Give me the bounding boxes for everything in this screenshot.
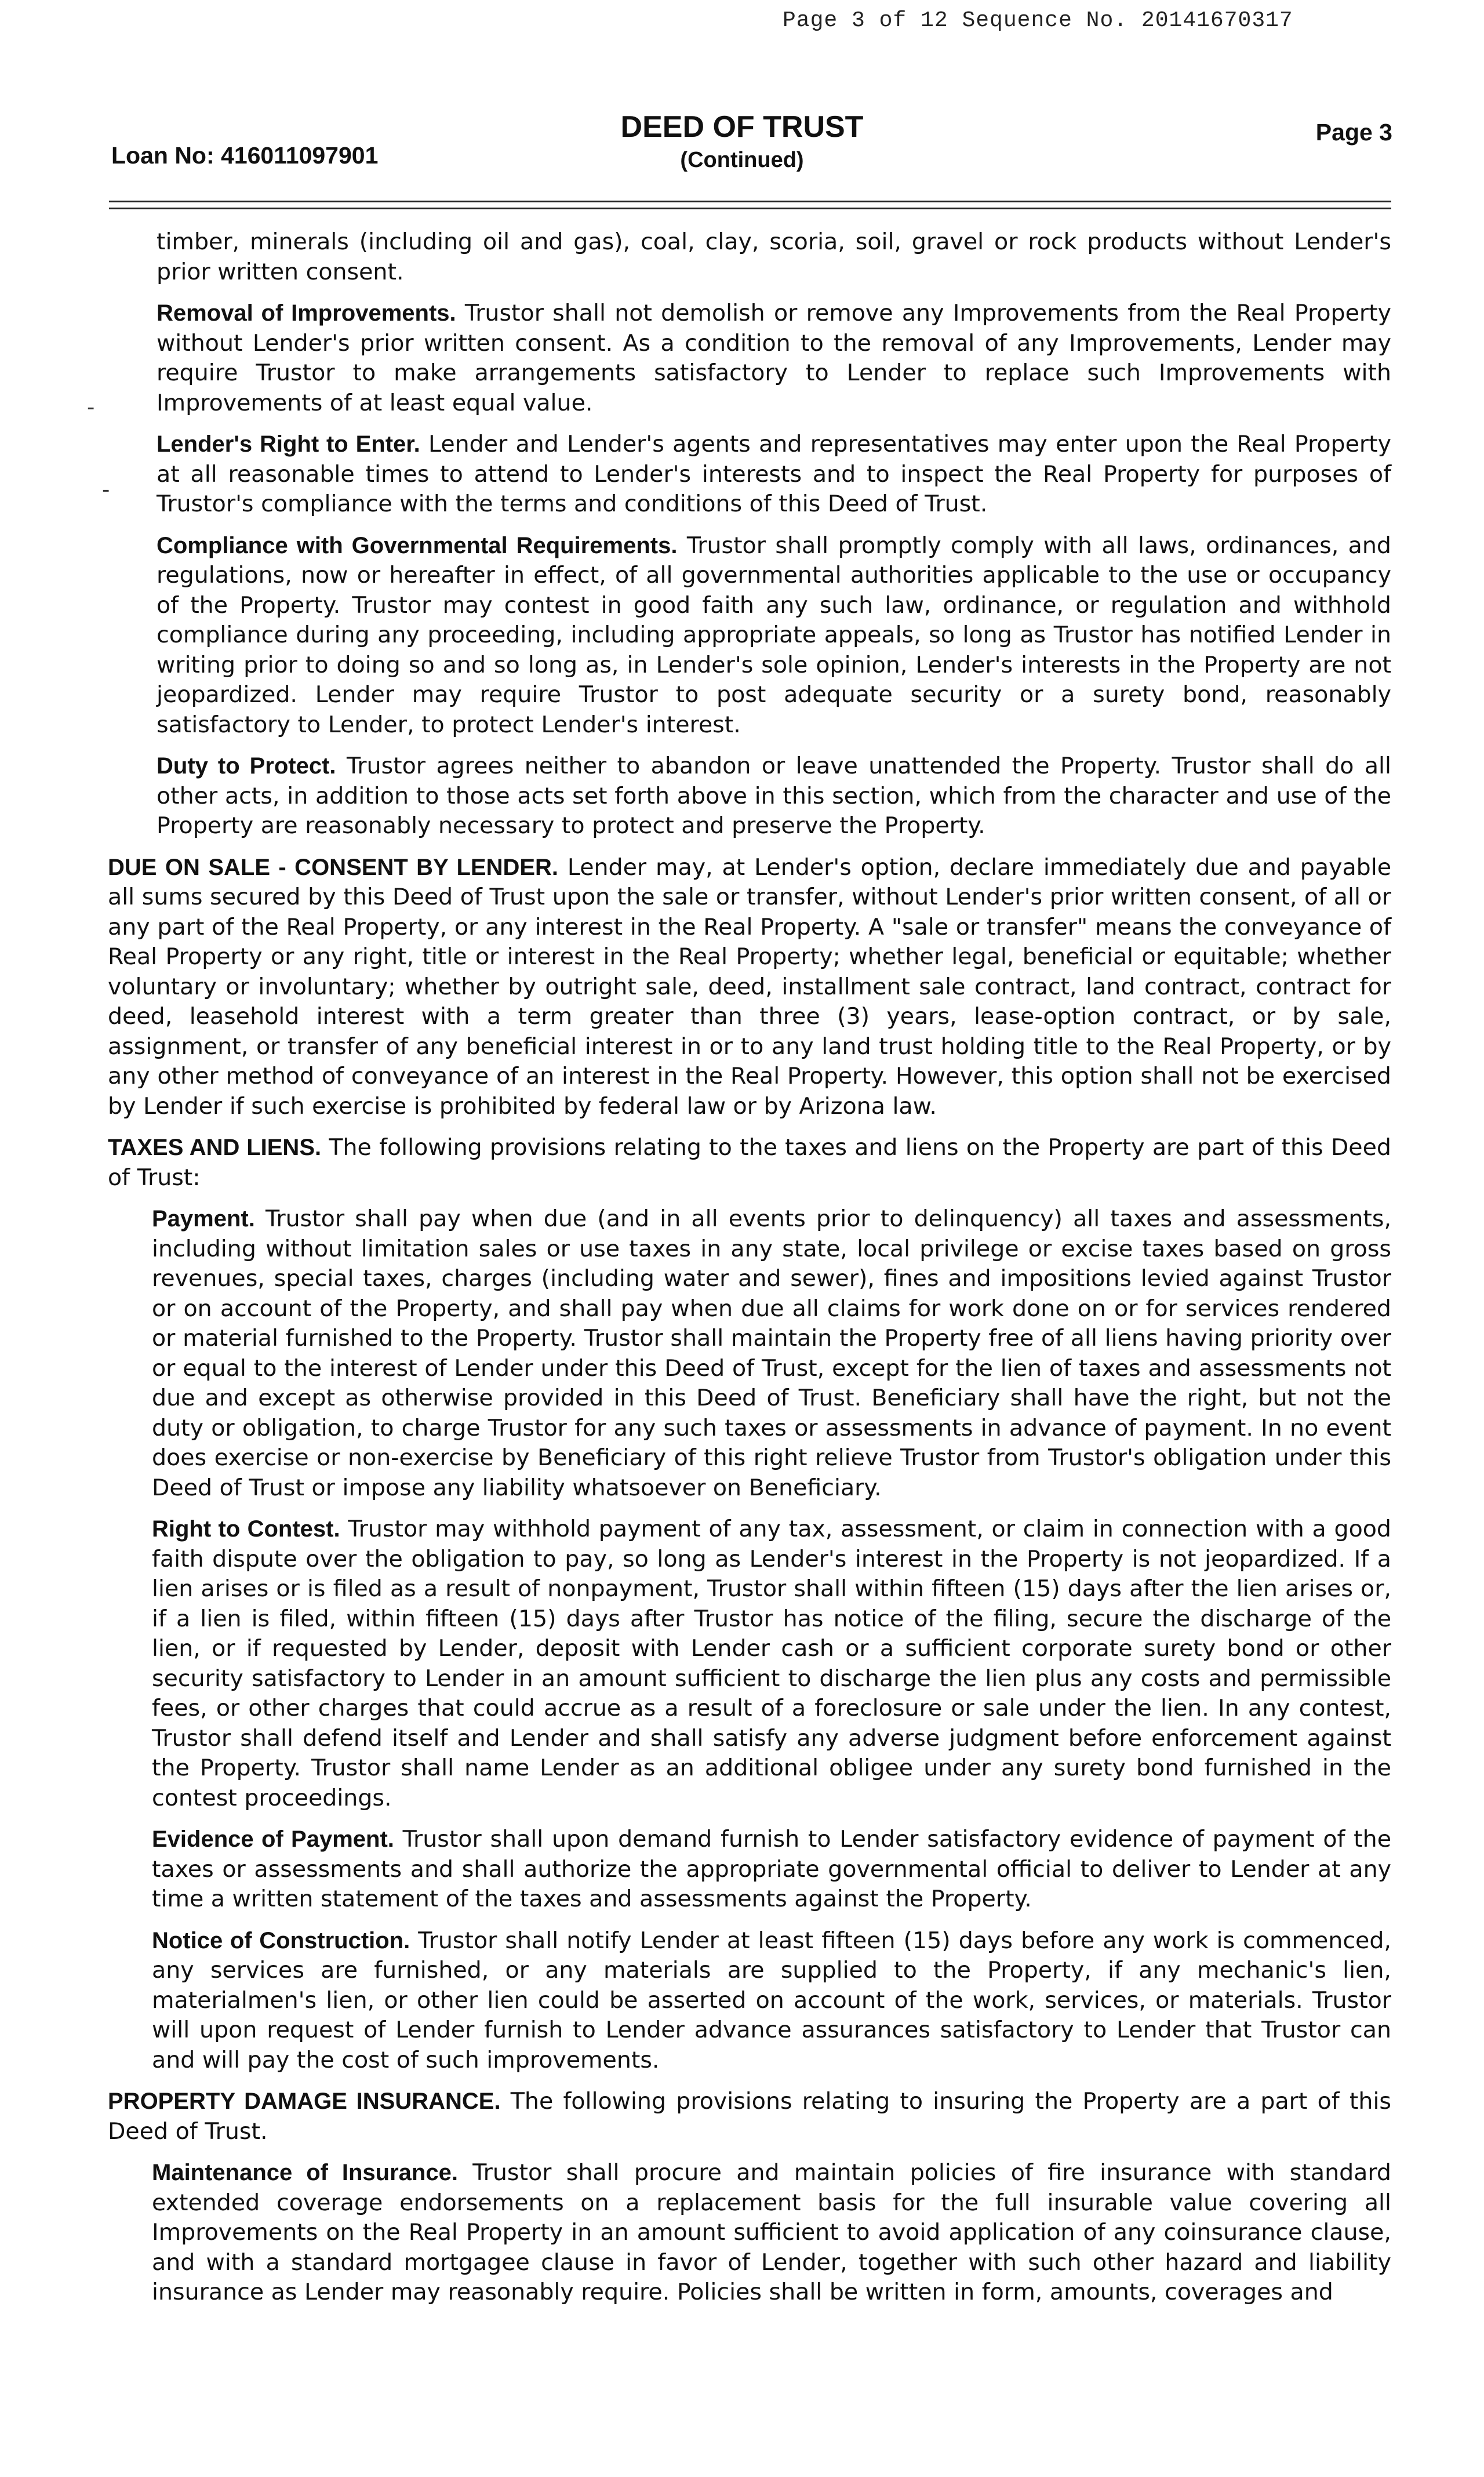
section-heading: Duty to Protect. xyxy=(157,753,336,779)
loan-number: Loan No: 416011097901 xyxy=(111,142,379,169)
paragraph-notice-of-construction: Notice of Construction. Trustor shall notify Lender at least fifteen (15) days before any work is commenced, any services are furnished, or any materials are supplied to the Property, if any mechanic's lien, materialmen's lien, or other lien could be asserted on account of the work, services, or materials. Trustor will upon request of Lender furnish to Lender advance assurances satisfactory to Lender that Trustor can and will pay the cost of such improvements. xyxy=(152,1927,1391,2073)
section-heading: Maintenance of Insurance. xyxy=(152,2160,458,2185)
page-number: Page 3 xyxy=(1315,119,1392,146)
section-heading: PROPERTY DAMAGE INSURANCE. xyxy=(108,2089,501,2114)
section-heading: Lender's Right to Enter. xyxy=(157,431,420,457)
section-heading: Evidence of Payment. xyxy=(152,1826,394,1852)
sequence-stamp: Page 3 of 12 Sequence No. 20141670317 xyxy=(783,8,1293,33)
section-heading: DUE ON SALE - CONSENT BY LENDER. xyxy=(108,854,559,880)
paragraph-property-damage-insurance: PROPERTY DAMAGE INSURANCE. The following provisions relating to insuring the Property are a part of this Deed of Trust. xyxy=(108,2088,1391,2145)
paragraph-lenders-right-to-enter: Lender's Right to Enter. Lender and Lender's agents and representatives may enter upon the Real Property at all reasonable times to attend to Lender's interests and to inspect the Real Property for purposes of Trustor's compliance with the terms and conditions of this Deed of Trust. xyxy=(157,431,1391,517)
header-rule-bottom xyxy=(109,208,1391,209)
paragraph-continued: timber, minerals (including oil and gas), coal, clay, scoria, soil, gravel or rock products without Lender's prior written consent. xyxy=(157,228,1391,285)
paragraph-due-on-sale: DUE ON SALE - CONSENT BY LENDER. Lender may, at Lender's option, declare immediately due and payable all sums secured by this Deed of Trust upon the sale or transfer, without Lender's prior written consent, of all or any part of the Real Property, or any interest in the Real Property. A "sale or transfer" means the conveyance of Real Property or any right, title or interest in the Real Property; whether legal, beneficial or equitable; whether voluntary or involuntary; whether by outright sale, deed, installment sale contract, land contract, contract for deed, leasehold interest with a term greater than three (3) years, lease-option contract, or by sale, assignment, or transfer of any beneficial interest in or to any land trust holding title to the Real Property, or by any other method of conveyance of an interest in the Real Property. However, this option shall not be exercised by Lender if such exercise is prohibited by federal law or by Arizona law. xyxy=(108,853,1392,1120)
section-heading: Right to Contest. xyxy=(152,1516,340,1542)
section-heading: TAXES AND LIENS. xyxy=(108,1135,322,1160)
paragraph-compliance: Compliance with Governmental Requirements. Trustor shall promptly comply with all laws, ordinances, and regulations, now or hereafter in effect, of all governmental authorities applicable to the use or occupancy of the Property. Trustor may contest in good faith any such law, ordinance, or regulation and withhold compliance during any proceeding, including appropriate appeals, so long as Trustor has notified Lender in writing prior to doing so and so long as, in Lender's sole opinion, Lender's interests in the Property are not jeopardized. Lender may require Trustor to post adequate security or a surety bond, reasonably satisfactory to Lender, to protect Lender's interest. xyxy=(157,532,1391,738)
paragraph-evidence-of-payment: Evidence of Payment. Trustor shall upon demand furnish to Lender satisfactory evidence of payment of the taxes or assessments and shall authorize the appropriate governmental official to deliver to Lender at any time a written statement of the taxes and assessments against the Property. xyxy=(152,1826,1392,1912)
section-heading: Payment. xyxy=(152,1206,255,1232)
margin-mark: - xyxy=(87,394,95,420)
section-heading: Removal of Improvements. xyxy=(157,300,456,326)
paragraph-duty-to-protect: Duty to Protect. Trustor agrees neither to abandon or leave unattended the Property. Trustor shall do all other acts, in addition to those acts set forth above in this section, which from the character and use of the Property are reasonably necessary to protect and preserve the Property. xyxy=(157,753,1392,839)
paragraph-maintenance-of-insurance: Maintenance of Insurance. Trustor shall procure and maintain policies of fire insurance with standard extended coverage endorsements on a replacement basis for the full insurable value covering all Improvements on the Real Property in an amount sufficient to avoid application of any coinsurance clause, and with a standard mortgagee clause in favor of Lender, together with such other hazard and liability insurance as Lender may reasonably require. Policies shall be written in form, amounts, coverages and xyxy=(152,2159,1391,2305)
section-heading: Notice of Construction. xyxy=(152,1927,410,1953)
margin-mark: - xyxy=(102,477,110,502)
document-title: DEED OF TRUST xyxy=(620,110,864,144)
document-subtitle: (Continued) xyxy=(680,148,804,172)
paragraph-taxes-and-liens: TAXES AND LIENS. The following provisions relating to the taxes and liens on the Property are part of this Deed of Trust: xyxy=(108,1134,1391,1191)
paragraph-payment: Payment. Trustor shall pay when due (and in all events prior to delinquency) all taxes and assessments, including without limitation sales or use taxes in any state, local privilege or excise taxes based on gross revenues, special taxes, charges (including water and sewer), fines and impositions levied against Trustor or on account of the Property, and shall pay when due all claims for work done on or for services rendered or material furnished to the Property. Trustor shall maintain the Property free of all liens having priority over or equal to the interest of Lender under this Deed of Trust, except for the lien of taxes and assessments not due and except as otherwise provided in this Deed of Trust. Beneficiary shall have the right, but not the duty or obligation, to charge Trustor for any such taxes or assessments in advance of payment. In no event does exercise or non-exercise by Beneficiary of this right relieve Trustor from Trustor's obligation under this Deed of Trust or impose any liability whatsoever on Beneficiary. xyxy=(152,1205,1391,1501)
document-body xyxy=(108,227,1391,2319)
paragraph-removal-of-improvements: Removal of Improvements. Trustor shall not demolish or remove any Improvements from the Real Property without Lender's prior written consent. As a condition to the removal of any Improvements, Lender may require Trustor to make arrangements satisfactory to Lender to replace such Improvements with Improvements of at least equal value. xyxy=(157,300,1391,416)
paragraph-right-to-contest: Right to Contest. Trustor may withhold payment of any tax, assessment, or claim in connection with a good faith dispute over the obligation to pay, so long as Lender's interest in the Property is not jeopardized. If a lien arises or is filed as a result of nonpayment, Trustor shall within fifteen (15) days after the lien arises or, if a lien is filed, within fifteen (15) days after Trustor has notice of the filing, secure the discharge of the lien, or if requested by Lender, deposit with Lender cash or a sufficient corporate surety bond or other security satisfactory to Lender in an amount sufficient to discharge the lien plus any costs and permissible fees, or other charges that could accrue as a result of a foreclosure or sale under the lien. In any contest, Trustor shall defend itself and Lender and shall satisfy any adverse judgment before enforcement against the Property. Trustor shall name Lender as an additional obligee under any surety bond furnished in the contest proceedings. xyxy=(152,1516,1391,1811)
section-heading: Compliance with Governmental Requirements. xyxy=(157,532,678,558)
header-rule-top xyxy=(109,201,1391,202)
